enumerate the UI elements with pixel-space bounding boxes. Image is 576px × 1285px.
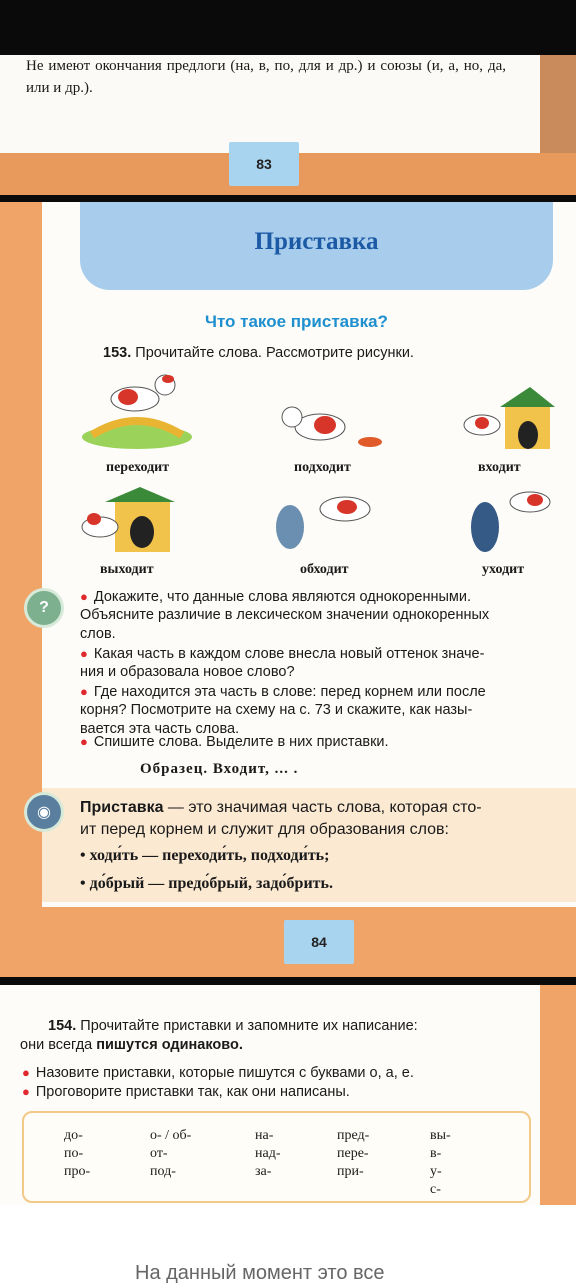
- caption-perekhodit: переходит: [106, 460, 170, 475]
- page-number-84: 84: [284, 920, 354, 964]
- page-84: [0, 202, 576, 977]
- page-83-paper: [0, 55, 540, 153]
- bullet-line-9: ● Спишите слова. Выделите в них приставки.: [80, 734, 389, 750]
- bullet-154-2: ● Проговорите приставки так, как они написаны.: [22, 1084, 350, 1100]
- page-number-83: 83: [229, 142, 299, 186]
- caption-ukhodit: уходит: [482, 562, 525, 577]
- bullet-line-1: ● Докажите, что данные слова являются однокоренными.: [80, 589, 471, 605]
- rule-line-2: ит перед корнем и служит для образования слов:: [80, 821, 449, 838]
- top-margin: [0, 0, 576, 55]
- bullet-line-7: корня? Посмотрите на схему на с. 73 и скажите, как назы-: [80, 702, 473, 718]
- exercise-154-line-2: они всегда пишутся одинаково.: [20, 1037, 243, 1053]
- exercise-text: Прочитайте слова. Рассмотрите рисунки.: [135, 345, 414, 361]
- caption-podkhodit: подходит: [294, 460, 351, 475]
- exercise-153-heading: [103, 344, 414, 363]
- dog-entering-doghouse-picture: [460, 387, 555, 457]
- dog-leaving-doghouse-picture: [80, 487, 180, 557]
- rule-example-1: • ходи́ть — переходи́ть, подходи́ть;: [80, 847, 330, 864]
- title-banner: [80, 202, 553, 290]
- bullet-line-8: вается эта часть слова.: [80, 721, 240, 737]
- bullet-line-4: ● Какая часть в каждом слове внесла новый оттенок значе-: [80, 646, 485, 662]
- dog-going-around-cat-picture: [265, 487, 375, 557]
- caption-obkhodit: обходит: [300, 562, 349, 577]
- dog-crossing-bridge-picture: [80, 367, 195, 452]
- prefix-column-1: до- по- про-: [64, 1128, 91, 1179]
- bullet-line-3: слов.: [80, 626, 116, 642]
- page-85: [0, 985, 576, 1205]
- bullet-dot-icon: ●: [80, 589, 88, 604]
- page-gap: [0, 195, 576, 202]
- bullet-dot-icon: ●: [22, 1065, 30, 1080]
- page-83: [0, 55, 576, 195]
- owl-icon: ◉: [24, 792, 64, 832]
- bullet-dot-icon: ●: [80, 734, 88, 749]
- bullet-dot-icon: ●: [80, 684, 88, 699]
- bullet-dot-icon: ●: [80, 646, 88, 661]
- end-of-content-notice: На данный момент это все: [135, 1262, 385, 1284]
- bullet-line-5: ния и образовала новое слово?: [80, 664, 295, 680]
- caption-vykhodit: выходит: [100, 562, 154, 577]
- prefix-column-4: пред- пере- при-: [337, 1128, 370, 1179]
- prefix-column-2: о- / об- от- под-: [150, 1128, 192, 1179]
- page-title: Приставка: [254, 228, 379, 255]
- bullet-line-2: Объясните различие в лексическом значении однокоренных: [80, 607, 490, 623]
- page-gap: [0, 977, 576, 985]
- bullet-154-1: ● Назовите приставки, которые пишутся с буквами о, а, е.: [22, 1065, 414, 1081]
- page-83-text: Не имеют окончания предлоги (на, в, по, для и др.) и союзы (и, а, но, да, или и др.).: [26, 58, 506, 96]
- dog-approaching-bowl-picture: [280, 392, 385, 457]
- exercise-154-line-1: 154. Прочитайте приставки и запомните их написание:: [48, 1018, 418, 1034]
- caption-vkhodit: входит: [478, 460, 521, 475]
- rule-example-2: • до́брый — предо́брый, задо́брить.: [80, 875, 333, 892]
- bullet-dot-icon: ●: [22, 1084, 30, 1099]
- dog-walking-away-picture: [460, 482, 555, 557]
- section-subtitle: Что такое приставка?: [205, 312, 388, 331]
- rule-line-1: Приставка — это значимая часть слова, которая сто-: [80, 799, 482, 816]
- question-icon: ?: [24, 588, 64, 628]
- sample-line: Образец. Входит, ... .: [140, 761, 299, 777]
- exercise-number: 153.: [103, 345, 132, 361]
- prefix-column-3: на- над- за-: [255, 1128, 281, 1179]
- bullet-line-6: ● Где находится эта часть в слове: перед корнем или после: [80, 684, 486, 700]
- prefix-column-5: вы- в- у- с-: [430, 1128, 451, 1197]
